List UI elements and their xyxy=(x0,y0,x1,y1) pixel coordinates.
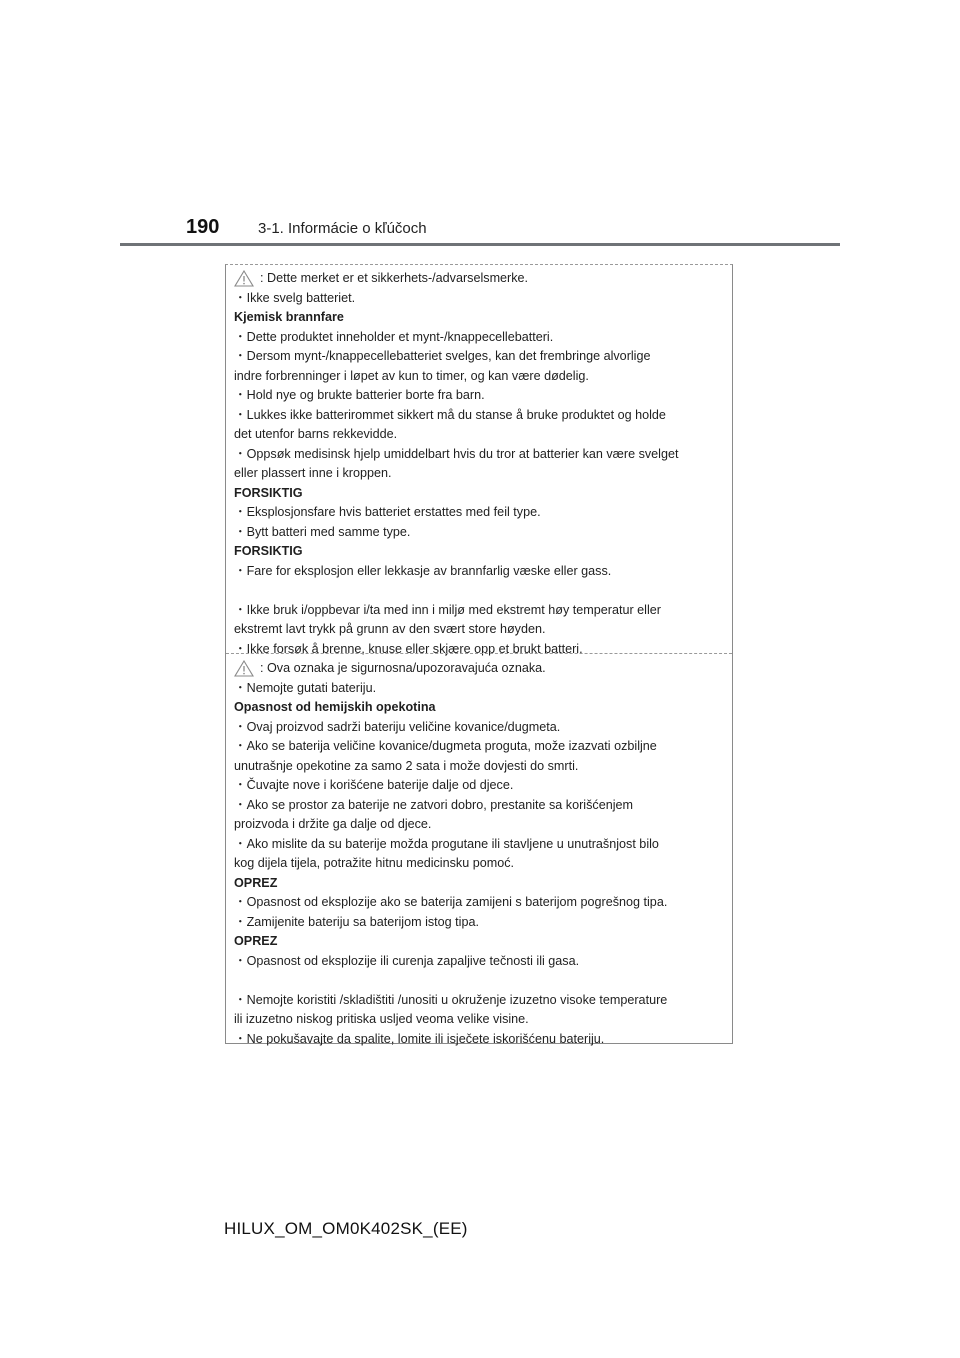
text-line: ・Bytt batteri med samme type. xyxy=(234,524,411,539)
text-line: ili izuzetno niskog pritiska usljed veoma velike visine. xyxy=(234,1012,529,1026)
text-line: ・Ikke svelg batteriet. xyxy=(234,290,356,305)
section-heading: FORSIKTIG xyxy=(234,544,303,558)
croatian-warning-text: : Ova oznaka je sigurnosna/upozoravajuća oznaka. xyxy=(260,661,546,675)
text-line: ・Hold nye og brukte batterier borte fra barn. xyxy=(234,388,485,402)
croatian-warning-section xyxy=(234,659,726,1049)
text-line: ・Dersom mynt-/knappecellebatteriet svelges, kan det frembringe alvorlige xyxy=(234,349,651,363)
norwegian-text-lines xyxy=(234,289,726,660)
text-line: ・Nemojte koristiti /skladištiti /unositi u okruženje izuzetno visoke temperature xyxy=(234,992,668,1007)
section-heading: FORSIKTIG xyxy=(234,485,303,500)
section-heading: Opasnost od hemijskih opekotina xyxy=(234,700,436,714)
norwegian-warning-section xyxy=(234,269,726,659)
text-line: ・Ako mislite da su baterije možda progutane ili stavljene u unutrašnjost bilo xyxy=(234,836,659,851)
text-line: ・Ikke forsøk å brenne, knuse eller skjære opp et brukt batteri. xyxy=(234,641,583,656)
text-line: ・Zamijenite bateriju sa baterijom istog tipa. xyxy=(234,914,479,929)
text-line: proizvoda i držite ga dalje od djece. xyxy=(234,817,432,831)
text-line: indre forbrenninger i løpet av kun to timer, og kan være dødelig. xyxy=(234,368,589,383)
text-line: kog dijela tijela, potražite hitnu medicinsku pomoć. xyxy=(234,856,515,870)
text-line: ・Oppsøk medisinsk hjelp umiddelbart hvis du tror at batterier kan være svelget xyxy=(234,446,679,461)
text-line: ・Opasnost od eksplozije ako se baterija zamijeni s baterijom pogrešnog tipa. xyxy=(234,895,668,909)
section-heading: OPREZ xyxy=(234,934,278,948)
text-line: unutrašnje opekotine za samo 2 sata i može dovjesti do smrti. xyxy=(234,758,579,773)
section-heading: Kjemisk brannfare xyxy=(234,310,344,324)
text-line: ・Ako se baterija veličine kovanice/dugmeta proguta, može izazvati ozbiljne xyxy=(234,739,657,753)
header-divider xyxy=(120,243,840,246)
croatian-text-lines xyxy=(234,679,726,1050)
warning-triangle-icon xyxy=(234,660,254,677)
page-number: 190 xyxy=(186,216,220,238)
text-line: det utenfor barns rekkevidde. xyxy=(234,427,398,441)
blank-line xyxy=(234,581,726,601)
text-line: ・Ikke bruk i/oppbevar i/ta med inn i miljø med ekstremt høy temperatur eller xyxy=(234,602,661,617)
document-code: HILUX_OM_OM0K402SK_(EE) xyxy=(224,1219,468,1238)
croatian-warning-line xyxy=(234,659,726,679)
text-line: eller plassert inne i kroppen. xyxy=(234,466,392,480)
warning-triangle-icon xyxy=(234,270,254,287)
text-line: ・Nemojte gutati bateriju. xyxy=(234,680,377,695)
section-title: 3-1. Informácie o kľúčoch xyxy=(258,220,427,237)
section-heading: OPREZ xyxy=(234,875,278,890)
text-line: ekstremt lavt trykk på grunn av den svært store høyden. xyxy=(234,622,546,636)
battery-warning-label xyxy=(225,264,733,1044)
text-line: ・Čuvajte nove i korišćene baterije dalje od djece. xyxy=(234,778,514,792)
text-line: ・Dette produktet inneholder et mynt-/knappecellebatteri. xyxy=(234,329,554,344)
text-line: ・Lukkes ikke batterirommet sikkert må du stanse å bruke produktet og holde xyxy=(234,407,666,422)
text-line: ・Ovaj proizvod sadrži bateriju veličine kovanice/dugmeta. xyxy=(234,719,561,734)
text-line: ・Fare for eksplosjon eller lekkasje av brannfarlig væske eller gass. xyxy=(234,563,612,578)
blank-line xyxy=(234,971,726,991)
text-line: ・Opasnost od eksplozije ili curenja zapaljive tečnosti ili gasa. xyxy=(234,953,580,968)
text-line: ・Ne pokušavajte da spalite, lomite ili isječete iskorišćenu bateriju. xyxy=(234,1031,605,1046)
text-line: ・Ako se prostor za baterije ne zatvori dobro, prestanite sa korišćenjem xyxy=(234,797,633,812)
language-divider xyxy=(226,653,732,654)
norwegian-warning-line xyxy=(234,269,726,289)
text-line: ・Eksplosjonsfare hvis batteriet erstattes med feil type. xyxy=(234,505,541,519)
norwegian-warning-text: : Dette merket er et sikkerhets-/advarselsmerke. xyxy=(260,271,529,285)
